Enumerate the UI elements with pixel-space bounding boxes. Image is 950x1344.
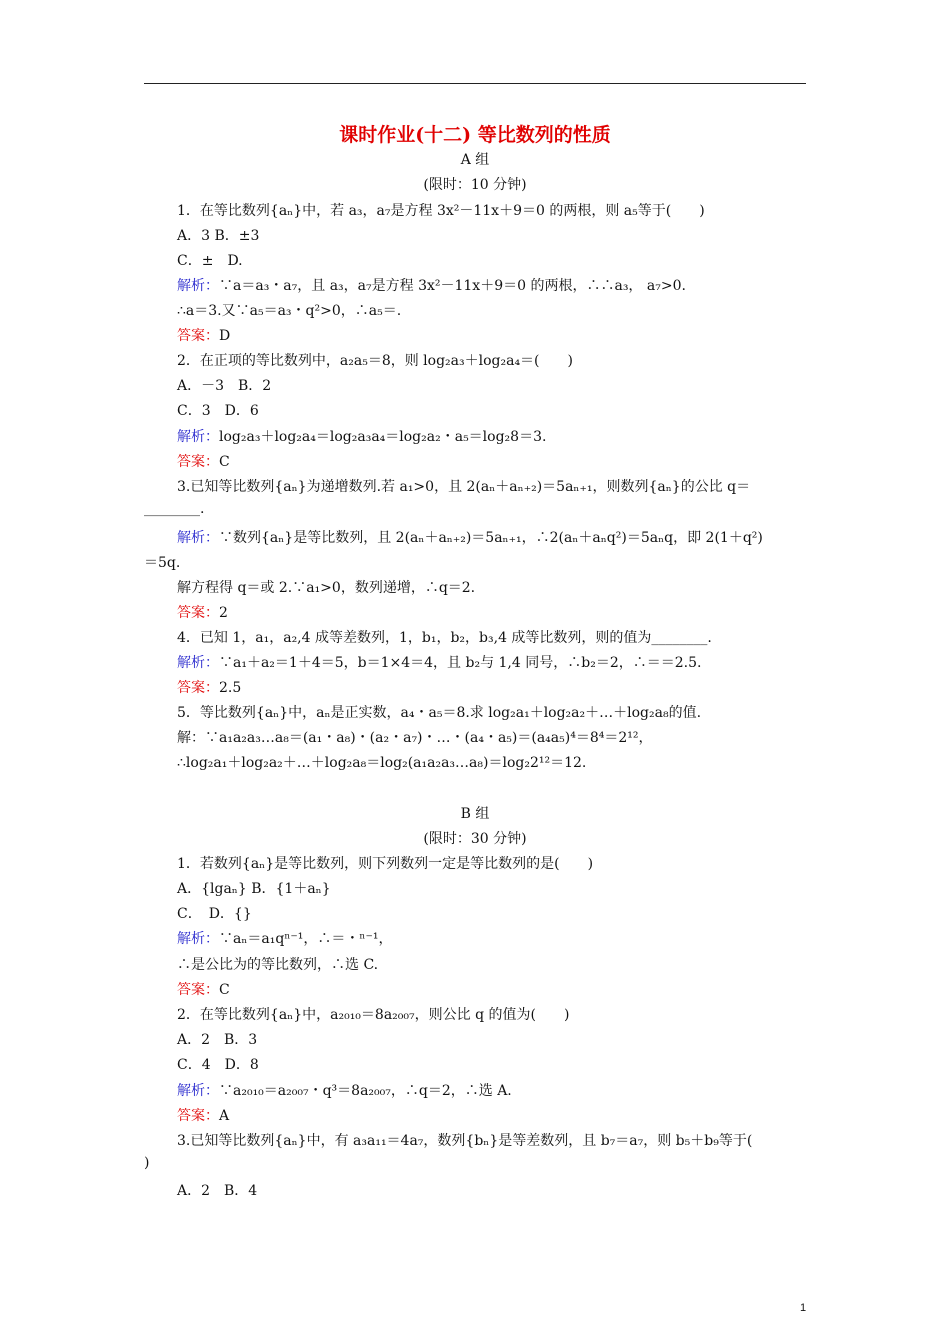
analysis-label: 解析：: [177, 655, 219, 671]
a-q5-solution-1: 解：∵a₁a₂a₃…a₈＝(a₁・a₈)・(a₂・a₇)・…・(a₄・a₅)＝(a₄a₅)⁴＝8⁴＝2¹²，: [177, 730, 653, 746]
a-q1-stem: 1．在等比数列{aₙ}中，若 a₃，a₇是方程 3x²－11x＋9＝0 的两根，则 a₅等于( ): [177, 203, 705, 219]
a-q2-answer: [177, 451, 230, 471]
b-q1-stem: 1．若数列{aₙ}是等比数列，则下列数列一定是等比数列的是( ): [177, 856, 594, 872]
analysis-label: 解析：: [177, 530, 219, 546]
answer-value: 2.5: [219, 680, 242, 696]
b-q2-options-ab: A．2 B．3: [177, 1032, 258, 1048]
a-q1-analysis-2: ∴a＝3.又∵a₅＝a₃・q²>0，∴a₅＝.: [177, 303, 402, 319]
page-title: 课时作业(十二) 等比数列的性质: [339, 124, 611, 146]
answer-value: A: [219, 1108, 230, 1124]
b-q3-stem-2: ): [144, 1155, 150, 1171]
b-q1-analysis-1: [177, 928, 392, 948]
a-q1-options-cd: C．± D.: [177, 253, 243, 269]
a-q2-stem: 2．在正项的等比数列中，a₂a₅＝8，则 log₂a₃＋log₂a₄＝( ): [177, 353, 573, 369]
analysis-label: 解析：: [177, 931, 219, 947]
b-q3-stem-1: 3.已知等比数列{aₙ}中，有 a₃a₁₁＝4a₇，数列{bₙ}是等差数列，且 b₇＝a₇，则 b₅＋b₉等于(: [177, 1133, 753, 1149]
a-q1-answer: [177, 325, 230, 345]
b-q2-answer: [177, 1105, 229, 1125]
analysis-label: 解析：: [177, 278, 219, 294]
a-q3-analysis-3: 解方程得 q＝或 2.∵a₁>0，数列递增，∴q＝2.: [177, 580, 476, 596]
answer-label: 答案：: [177, 1108, 219, 1124]
answer-label: 答案：: [177, 328, 219, 344]
a-q1-analysis-1: [177, 275, 686, 295]
analysis-text: ∵aₙ＝a₁qⁿ⁻¹，∴＝・ⁿ⁻¹，: [219, 931, 393, 947]
analysis-text: ∵a₂₀₁₀＝a₂₀₀₇・q³＝8a₂₀₀₇，∴q＝2，∴选 A.: [219, 1083, 512, 1099]
answer-label: 答案：: [177, 680, 219, 696]
answer-value: 2: [219, 605, 228, 621]
answer-label: 答案：: [177, 982, 219, 998]
b-q1-analysis-2: ∴是公比为的等比数列，∴选 C.: [177, 957, 379, 973]
analysis-label: 解析：: [177, 1083, 219, 1099]
analysis-text: ∵a＝a₃・a₇，且 a₃，a₇是方程 3x²－11x＋9＝0 的两根，∴∴a₃， a₇>0.: [219, 278, 686, 294]
b-q1-options-ab: A．{lgaₙ} B．{1＋aₙ}: [177, 881, 331, 897]
group-b-heading: B 组: [460, 806, 490, 822]
b-q1-answer: [177, 979, 230, 999]
a-q5-solution-2: ∴log₂a₁＋log₂a₂＋…＋log₂a₈＝log₂(a₁a₂a₃…a₈)＝log₂2¹²＝12.: [177, 755, 587, 771]
a-q4-answer: [177, 677, 241, 697]
answer-label: 答案：: [177, 454, 219, 470]
b-q2-options-cd: C．4 D．8: [177, 1057, 259, 1073]
answer-value: D: [219, 328, 231, 344]
a-q3-stem-1: 3.已知等比数列{aₙ}为递增数列.若 a₁>0，且 2(aₙ＋aₙ₊₂)＝5aₙ₊₁，则数列{aₙ}的公比 q＝: [177, 479, 751, 495]
a-q3-analysis-1: [177, 527, 763, 547]
a-q2-options-ab: A．－3 B．2: [177, 378, 272, 394]
b-q1-options-cd: C． D．{}: [177, 906, 252, 922]
a-q3-stem-2: ________.: [144, 501, 205, 517]
b-q2-stem: 2．在等比数列{aₙ}中，a₂₀₁₀＝8a₂₀₀₇，则公比 q 的值为( ): [177, 1007, 570, 1023]
header-rule: [144, 83, 806, 84]
answer-value: C: [219, 982, 230, 998]
group-a-heading: A 组: [460, 152, 490, 168]
answer-label: 答案：: [177, 605, 219, 621]
a-q1-options-ab: A．3 B．±3: [177, 228, 260, 244]
analysis-label: 解析：: [177, 429, 219, 445]
a-q3-analysis-2: ＝5q.: [144, 555, 181, 571]
group-b-time-limit: (限时：30 分钟): [423, 831, 527, 847]
a-q4-stem: 4．已知 1，a₁，a₂,4 成等差数列，1，b₁，b₂，b₃,4 成等比数列，则的值为________.: [177, 630, 712, 646]
group-a-time-limit: (限时：10 分钟): [423, 177, 527, 193]
analysis-text: ∵a₁＋a₂＝1＋4＝5，b＝1×4＝4，且 b₂与 1,4 同号，∴b₂＝2，∴＝＝2.5.: [219, 655, 702, 671]
a-q4-analysis: [177, 652, 701, 672]
a-q2-analysis: [177, 426, 546, 446]
page-number: 1: [800, 1302, 807, 1314]
analysis-text: ∵数列{aₙ}是等比数列，且 2(aₙ＋aₙ₊₂)＝5aₙ₊₁，∴2(aₙ＋aₙq²)＝5aₙq，即 2(1＋q²): [219, 530, 763, 546]
a-q3-answer: [177, 602, 228, 622]
analysis-text: log₂a₃＋log₂a₄＝log₂a₃a₄＝log₂a₂・a₅＝log₂8＝3.: [219, 429, 547, 445]
b-q2-analysis: [177, 1080, 512, 1100]
b-q3-options-ab: A．2 B．4: [177, 1183, 258, 1199]
a-q5-stem: 5．等比数列{aₙ}中，aₙ是正实数，a₄・a₅＝8.求 log₂a₁＋log₂a₂＋…＋log₂a₈的值.: [177, 705, 702, 721]
a-q2-options-cd: C．3 D．6: [177, 403, 259, 419]
answer-value: C: [219, 454, 230, 470]
